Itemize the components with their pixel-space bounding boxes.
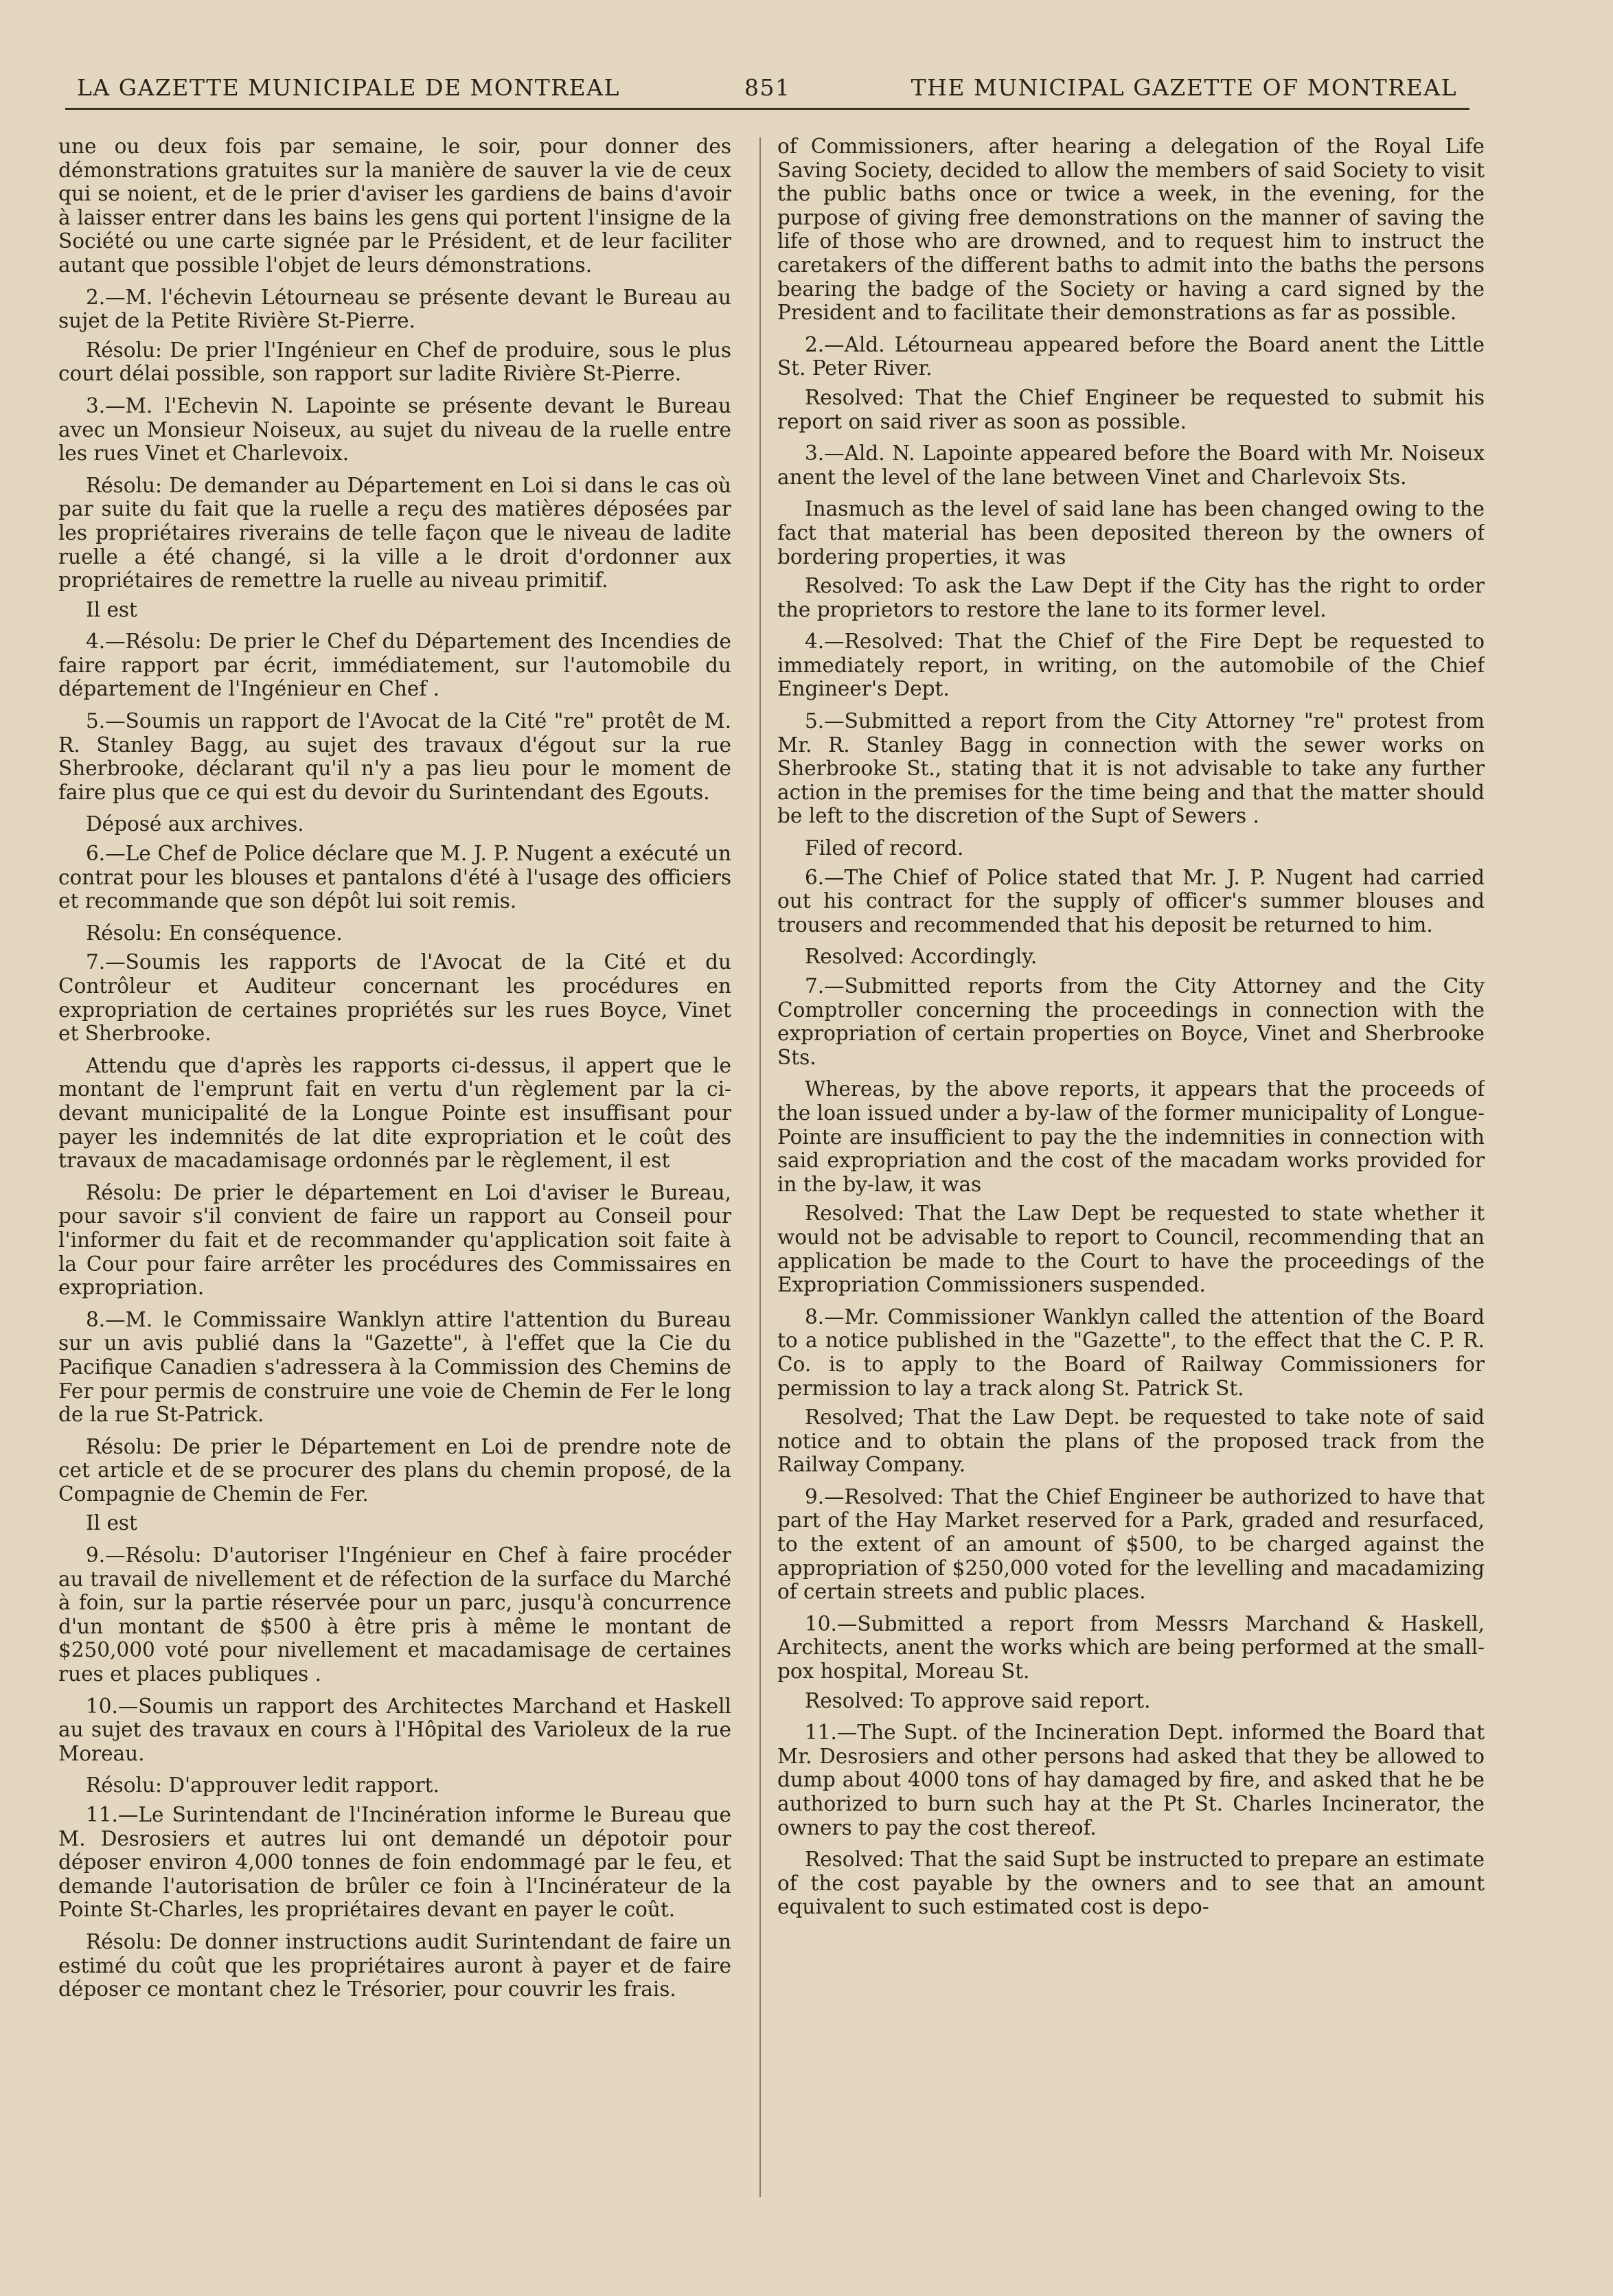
paragraph: 8.—Mr. Commissioner Wanklyn called the attention of the Board to a notice published in the "Gazette", to the effect that the C. P. R. Co. is to apply to the Board of Railway Commissioners for permission to lay a track along St. Patrick St.	[777, 1305, 1485, 1400]
paragraph: une ou deux fois par semaine, le soir, pour donner des démonstrations gratuites sur la manière de sauver la vie de ceux qui se noient, et de le prier d'aviser les gardiens de bains d'avoir à laisser entrer dans les bains les gens qui portent l'insigne de la Société ou une carte signée par le Président, et de leur faciliter autant que possible l'objet de leurs démonstrations.	[58, 135, 731, 277]
paragraph: Résolu: En conséquence.	[86, 921, 343, 945]
paragraph: Inasmuch as the level of said lane has been changed owing to the fact that material has been deposited thereon by the owners of bordering properties, it was	[777, 497, 1485, 569]
paragraph: Resolved: To ask the Law Dept if the City has the right to order the proprietors to restore the lane to its former level.	[777, 574, 1485, 621]
paragraph: 7.—Soumis les rapports de l'Avocat de la Cité et du Contrôleur et Auditeur concernant les procédures en expropriation de certaines propriétés sur les rues Boyce, Vinet et Sherbrooke.	[58, 950, 731, 1046]
header-rule	[65, 108, 1469, 110]
page-header	[77, 74, 1457, 108]
paragraph: of Commissioners, after hearing a delegation of the Royal Life Saving Society, decided to allow the members of said Society to visit the public baths once or twice a week, in the evening, for the purpose of giving free demonstrations on the manner of saving the life of those who are drowned, and to request him to instruct the caretakers of the different baths to admit into the baths the persons bearing the badge of the Society or having a card signed by the President and to facilitate their demonstrations as far as possible.	[777, 135, 1485, 325]
paragraph: Résolu: De donner instructions audit Surintendant de faire un estimé du coût que les propriétaires auront à payer et de faire déposer ce montant chez le Trésorier, pour couvrir les frais.	[58, 1929, 731, 2001]
paragraph: 11.—The Supt. of the Incineration Dept. informed the Board that Mr. Desrosiers and other persons had asked that they be allowed to dump about 4000 tons of hay damaged by fire, and asked that he be authorized to burn such hay at the Pt St. Charles Incinerator, the owners to pay the cost thereof.	[777, 1721, 1485, 1839]
paragraph: 8.—M. le Commissaire Wanklyn attire l'attention du Bureau sur un avis publié dans la "Gazette", à l'effet que la Cie du Pacifique Canadien s'adressera à la Commission des Chemins de Fer pour permis de construire une voie de Chemin de Fer le long de la rue St-Patrick.	[58, 1307, 731, 1427]
paragraph: Résolu: D'approuver ledit rapport.	[86, 1773, 439, 1798]
paragraph: Il est	[86, 1511, 137, 1535]
paragraph: 2.—Ald. Létourneau appeared before the Board anent the Little St. Peter River.	[777, 332, 1485, 380]
french-column	[58, 135, 731, 2208]
paragraph: 3.—M. l'Echevin N. Lapointe se présente devant le Bureau avec un Monsieur Noiseux, au sujet du niveau de la ruelle entre les rues Vinet et Charlevoix.	[58, 393, 731, 466]
paragraph: Résolu: De demander au Département en Loi si dans le cas où par suite du fait que la ruelle a reçu des matières déposées par les propriétaires riverains de telle façon que le niveau de ladite ruelle a été changé, si la ville a le droit d'ordonner aux propriétaires de remettre la ruelle au niveau primitif.	[58, 473, 731, 593]
paragraph: Resolved: Accordingly.	[805, 945, 1038, 969]
paragraph: Resolved: That the said Supt be instructed to prepare an estimate of the cost payable by the owners and to see that an amount equivalent to such estimated cost is depo-	[777, 1848, 1485, 1919]
paragraph: 10.—Soumis un rapport des Architectes Marchand et Haskell au sujet des travaux en cours à l'Hôpital des Varioleux de la rue Moreau.	[58, 1694, 731, 1765]
header-english-title: THE MUNICIPAL GAZETTE OF MONTREAL	[911, 74, 1457, 101]
paragraph: Résolu: De prier le département en Loi d'aviser le Bureau, pour savoir s'il convient de faire un rapport au Conseil pour l'informer du fait et de recommander qu'application soit faite à la Cour pour faire arrêter les procédures des Commissaires en expropriation.	[58, 1180, 731, 1300]
paragraph: Whereas, by the above reports, it appears that the proceeds of the loan issued under a by-law of the former municipality of Longue-Pointe are insufficient to pay the the indemnities in connection with said expropriation and the cost of the macadam works provided for in the by-law, it was	[777, 1077, 1485, 1196]
paragraph: 6.—Le Chef de Police déclare que M. J. P. Nugent a exécuté un contrat pour les blouses et pantalons d'été à l'usage des officiers et recommande que son dépôt lui soit remis.	[58, 842, 731, 913]
paragraph: Il est	[86, 597, 137, 621]
paragraph: Filed of record.	[805, 836, 964, 860]
paragraph: Resolved: That the Law Dept be requested to state whether it would not be advisable to report to Council, recommending that an application be made to the Court to have the proceedings of the Expropriation Commissioners suspended.	[777, 1202, 1485, 1297]
paragraph: 3.—Ald. N. Lapointe appeared before the Board with Mr. Noiseux anent the level of the lane between Vinet and Charlevoix Sts.	[777, 441, 1485, 489]
english-column	[777, 135, 1485, 2208]
paragraph: Déposé aux archives.	[86, 812, 304, 836]
paragraph: 7.—Submitted reports from the City Attorney and the City Comptroller concerning the proceedings in connection with the expropriation of certain properties on Boyce, Vinet and Sherbrooke Sts.	[777, 974, 1485, 1069]
paragraph: 11.—Le Surintendant de l'Incinération informe le Bureau que M. Desrosiers et autres lui ont demandé un dépotoir pour déposer environ 4,000 tonnes de foin endommagé par le feu, et demande l'autorisation de brûler ce foin à l'Incinérateur de la Pointe St-Charles, les propriétaires devant en payer le coût.	[58, 1803, 731, 1922]
paragraph: 9.—Resolved: That the Chief Engineer be authorized to have that part of the Hay Market reserved for a Park, graded and resurfaced, to the extent of an amount of $500, to be charged against the appropriation of $250,000 voted for the levelling and macadamizing of certain streets and public places.	[777, 1484, 1485, 1604]
paragraph: 10.—Submitted a report from Messrs Marchand & Haskell, Architects, anent the works which are being performed at the small-pox hospital, Moreau St.	[777, 1611, 1485, 1684]
paragraph: Résolu: De prier le Département en Loi de prendre note de cet article et de se procurer des plans du chemin proposé, de la Compagnie de Chemin de Fer.	[58, 1434, 731, 1506]
paragraph: 2.—M. l'échevin Létourneau se présente devant le Bureau au sujet de la Petite Rivière St-Pierre.	[58, 285, 731, 333]
paragraph: Resolved: To approve said report.	[805, 1688, 1151, 1712]
paragraph: 5.—Soumis un rapport de l'Avocat de la Cité "re" protêt de M. R. Stanley Bagg, au sujet des travaux d'égout sur la rue Sherbrooke, déclarant qu'il n'y a pas lieu pour le moment de faire plus que ce qui est du devoir du Surintendant des Egouts.	[58, 709, 731, 804]
paragraph: 6.—The Chief of Police stated that Mr. J. P. Nugent had carried out his contract for the supply of officer's summer blouses and trousers and recommended that his deposit be returned to him.	[777, 865, 1485, 937]
paragraph: Resolved: That the Chief Engineer be requested to submit his report on said river as soon as possible.	[777, 385, 1485, 433]
paragraph: 5.—Submitted a report from the City Attorney "re" protest from Mr. R. Stanley Bagg in connection with the sewer works on Sherbrooke St., stating that it is not advisable to take any further action in the premises for the time being and that the matter should be left to the discretion of the Supt of Sewers .	[777, 709, 1485, 828]
column-divider	[759, 137, 761, 2197]
paragraph: Resolved; That the Law Dept. be requested to take note of said notice and to obtain the plans of the proposed track from the Railway Company.	[777, 1405, 1485, 1477]
paragraph: 9.—Résolu: D'autoriser l'Ingénieur en Chef à faire procéder au travail de nivellement et de réfection de la surface du Marché à foin, sur la partie réservée pour un parc, jusqu'à concurrence d'un montant de $500 à être pris à même le montant de $250,000 voté pour nivellement et macadamisage de certaines rues et places publiques .	[58, 1543, 731, 1686]
paragraph: 4.—Résolu: De prier le Chef du Département des Incendies de faire rapport par écrit, immédiatement, sur l'automobile du département de l'Ingénieur en Chef .	[58, 630, 731, 701]
paragraph: 4.—Resolved: That the Chief of the Fire Dept be requested to immediately report, in writing, on the automobile of the Chief Engineer's Dept.	[777, 630, 1485, 701]
header-french-title: LA GAZETTE MUNICIPALE DE MONTREAL	[77, 74, 620, 101]
page-number: 851	[744, 74, 791, 101]
paragraph: Résolu: De prier l'Ingénieur en Chef de produire, sous le plus court délai possible, son rapport sur ladite Rivière St-Pierre.	[58, 338, 731, 386]
paragraph: Attendu que d'après les rapports ci-dessus, il appert que le montant de l'emprunt fait en vertu d'un règlement par la ci-devant municipalité de la Longue Pointe est insuffisant pour payer les indemnités de lat dite expropriation et le coût des travaux de macadamisage ordonnés par le règlement, il est	[58, 1053, 731, 1173]
